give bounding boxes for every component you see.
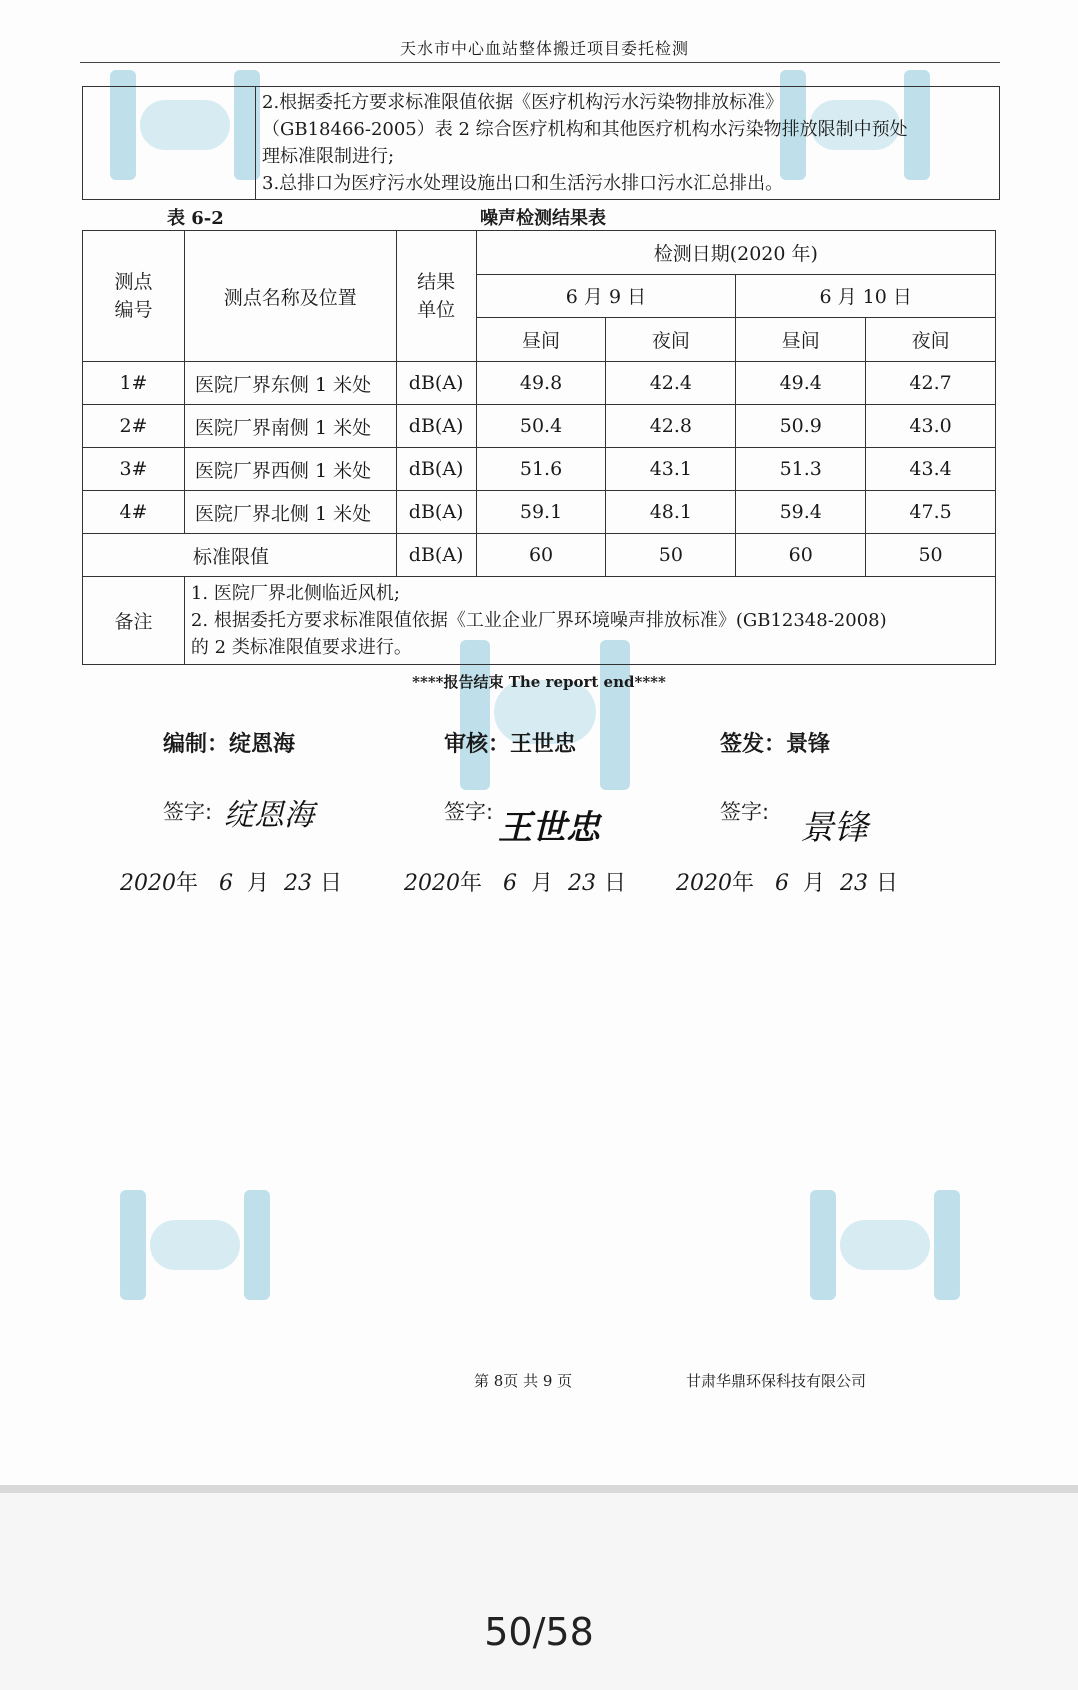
row-name: 医院厂界东侧 1 米处 xyxy=(184,362,396,405)
row-unit: dB(A) xyxy=(396,405,476,448)
limit-unit: dB(A) xyxy=(396,534,476,577)
noise-results-table xyxy=(82,230,996,665)
row-value: 50.4 xyxy=(476,405,606,448)
reviewer-label: 审核：王世忠 xyxy=(444,732,577,757)
row-value: 47.5 xyxy=(866,491,996,534)
issuer-date: 2020年 6 月 23 日 xyxy=(676,871,899,896)
notes-line: 3.总排口为医疗污水处理设施出口和生活污水排口污水汇总排出。 xyxy=(262,173,784,194)
notes-box-blank-cell xyxy=(83,87,256,200)
notes-line: 2.根据委托方要求标准限值依据《医疗机构污水污染物排放标准》 xyxy=(262,92,784,113)
row-value: 42.8 xyxy=(606,405,736,448)
row-no: 1# xyxy=(83,362,185,405)
row-value: 51.6 xyxy=(476,448,606,491)
compiler-date: 2020年 6 月 23 日 xyxy=(120,871,343,896)
header-period: 夜间 xyxy=(866,318,996,362)
compiler-signature: 绽恩海 xyxy=(224,798,314,833)
header-date-group: 检测日期(2020 年) xyxy=(476,231,995,275)
issuer-label: 签发：景锋 xyxy=(720,732,831,757)
row-value: 48.1 xyxy=(606,491,736,534)
sign-label: 签字: xyxy=(720,800,770,824)
limit-row xyxy=(83,534,996,577)
row-value: 59.4 xyxy=(736,491,866,534)
row-value: 43.0 xyxy=(866,405,996,448)
page-counter: 50/58 xyxy=(484,1610,594,1654)
row-name: 医院厂界西侧 1 米处 xyxy=(184,448,396,491)
row-value: 49.4 xyxy=(736,362,866,405)
header-period: 夜间 xyxy=(606,318,736,362)
header-point-name: 测点名称及位置 xyxy=(184,231,396,362)
next-page-preview xyxy=(0,1493,1078,1690)
reviewer-date: 2020年 6 月 23 日 xyxy=(404,871,627,896)
reviewer-signature: 王世忠 xyxy=(498,808,600,848)
sign-label: 签字: xyxy=(163,800,213,824)
company-name: 甘肃华鼎环保科技有限公司 xyxy=(686,1372,867,1390)
sign-label: 签字: xyxy=(444,800,494,824)
row-value: 42.7 xyxy=(866,362,996,405)
row-value: 51.3 xyxy=(736,448,866,491)
compiler-label: 编制：绽恩海 xyxy=(163,732,296,757)
header-date-2: 6 月 10 日 xyxy=(736,274,996,318)
row-unit: dB(A) xyxy=(396,491,476,534)
row-no: 3# xyxy=(83,448,185,491)
header-period: 昼间 xyxy=(476,318,606,362)
page-number: 第 8页 共 9 页 xyxy=(474,1372,573,1390)
remark-row xyxy=(83,577,996,665)
table-title: 噪声检测结果表 xyxy=(480,208,606,229)
header-period: 昼间 xyxy=(736,318,866,362)
row-value: 50.9 xyxy=(736,405,866,448)
watermark-logo-icon xyxy=(810,1190,960,1310)
limit-label: 标准限值 xyxy=(83,534,397,577)
remark-line: 1. 医院厂界北侧临近风机; xyxy=(190,583,400,604)
header-divider xyxy=(80,62,1000,63)
row-value: 49.8 xyxy=(476,362,606,405)
issuer-signature: 景锋 xyxy=(800,808,868,848)
limit-value: 50 xyxy=(866,534,996,577)
remark-line: 2. 根据委托方要求标准限值依据《工业企业厂界环境噪声排放标准》(GB12348-2008) xyxy=(190,610,887,631)
notes-line: 理标准限制进行; xyxy=(262,146,395,167)
limit-value: 60 xyxy=(736,534,866,577)
header-title: 天水市中心血站整体搬迁项目委托检测 xyxy=(400,39,690,58)
table-row xyxy=(83,405,996,448)
notes-box-text xyxy=(256,87,1000,200)
notes-line: （GB18466-2005）表 2 综合医疗机构和其他医疗机构水污染物排放限制中预处 xyxy=(262,119,908,140)
row-unit: dB(A) xyxy=(396,448,476,491)
row-value: 43.4 xyxy=(866,448,996,491)
remark-text xyxy=(184,577,995,665)
row-value: 59.1 xyxy=(476,491,606,534)
row-value: 43.1 xyxy=(606,448,736,491)
row-name: 医院厂界北侧 1 米处 xyxy=(184,491,396,534)
header-point-no: 测点编号 xyxy=(83,231,185,362)
notes-box xyxy=(82,86,1000,200)
table-row xyxy=(83,362,996,405)
page-edge-divider xyxy=(0,1485,1078,1493)
header-date-1: 6 月 9 日 xyxy=(476,274,736,318)
watermark-logo-icon xyxy=(120,1190,270,1310)
remark-label: 备注 xyxy=(83,577,185,665)
table-row xyxy=(83,448,996,491)
remark-line: 的 2 类标准限值要求进行。 xyxy=(190,637,412,658)
limit-value: 50 xyxy=(606,534,736,577)
row-name: 医院厂界南侧 1 米处 xyxy=(184,405,396,448)
table-row xyxy=(83,491,996,534)
limit-value: 60 xyxy=(476,534,606,577)
row-unit: dB(A) xyxy=(396,362,476,405)
row-value: 42.4 xyxy=(606,362,736,405)
row-no: 2# xyxy=(83,405,185,448)
table-label: 表 6-2 xyxy=(167,208,224,229)
row-no: 4# xyxy=(83,491,185,534)
header-unit: 结果单位 xyxy=(396,231,476,362)
report-end-marker: ****报告结束 The report end**** xyxy=(412,673,666,691)
